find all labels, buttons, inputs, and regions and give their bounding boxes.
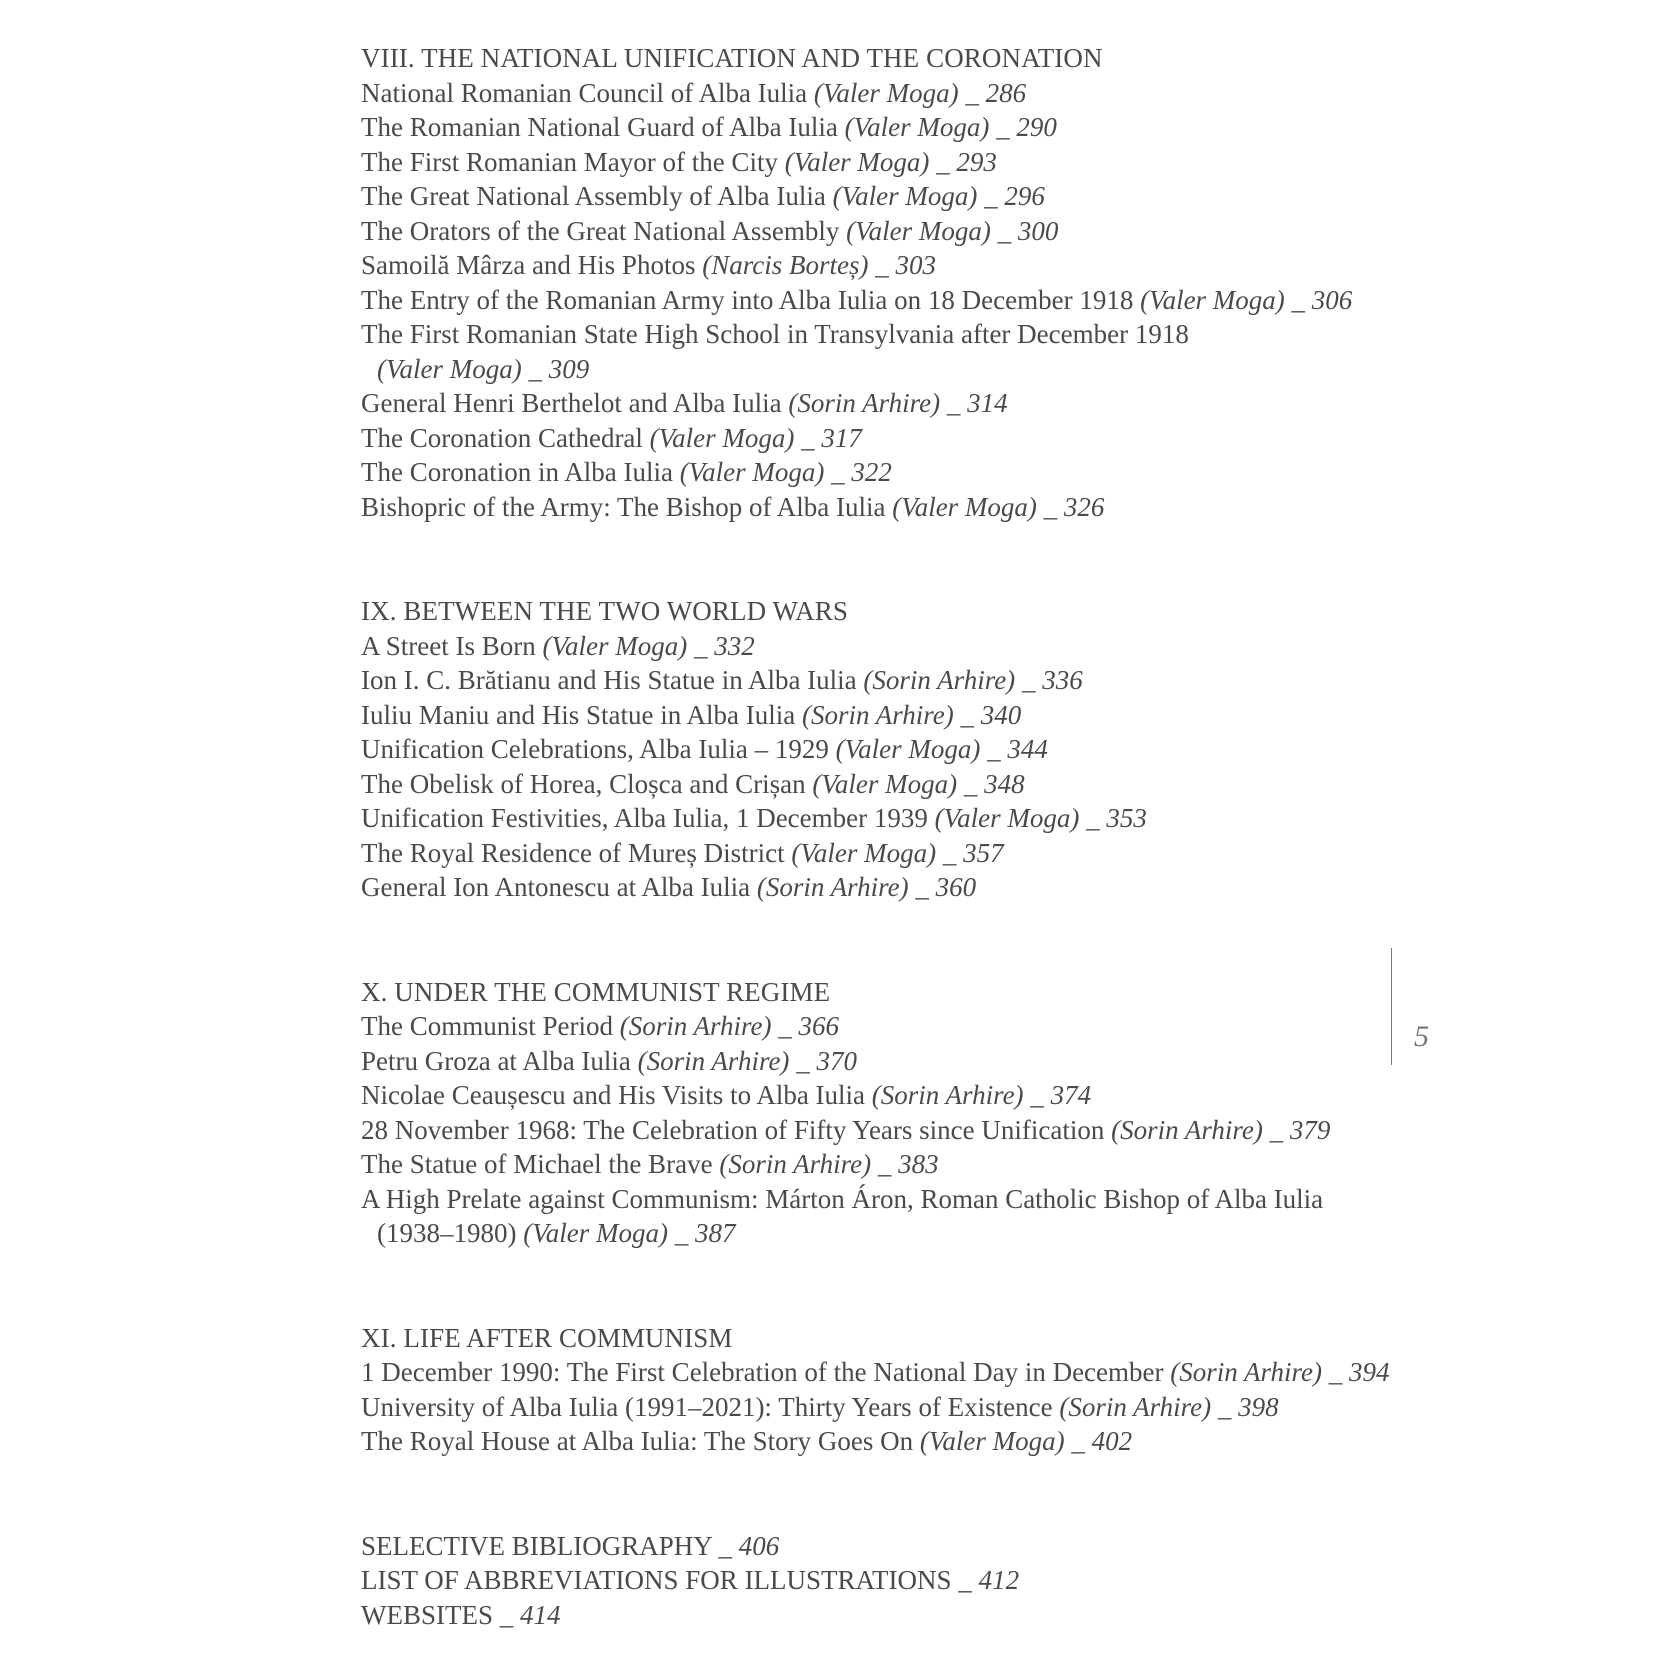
entry-author: (Narcis Borteș) <box>702 250 869 280</box>
entry-page: 293 <box>956 146 997 177</box>
toc-entry[interactable] <box>361 732 1401 767</box>
toc-section-ix <box>361 594 1401 905</box>
entry-separator: _ <box>831 457 845 487</box>
entry-page: 412 <box>978 1565 1020 1595</box>
entry-author: (Valer Moga) <box>791 837 937 868</box>
entry-page: 326 <box>1063 491 1105 522</box>
entry-page: 300 <box>1017 215 1059 246</box>
entry-author: (Valer Moga) <box>934 803 1080 833</box>
entry-title: The Entry of the Romanian Army into Alba Iulia on 18 December 1918 <box>361 284 1134 315</box>
entry-page: 306 <box>1311 284 1353 315</box>
entry-page: 414 <box>520 1599 561 1630</box>
toc-entry[interactable] <box>361 421 1401 456</box>
entry-author: (Valer Moga) <box>649 422 795 453</box>
toc-entry[interactable] <box>361 767 1401 802</box>
entry-title: Nicolae Ceaușescu and His Visits to Alba Iulia <box>361 1080 866 1110</box>
entry-title: The Romanian National Guard of Alba Iulia <box>361 112 838 142</box>
toc-entry[interactable] <box>361 1529 1401 1564</box>
entry-title: Samoilă Mârza and His Photos <box>361 250 696 280</box>
entry-author: (Sorin Arhire) <box>801 699 954 730</box>
entry-author: (Valer Moga) <box>835 734 981 764</box>
entry-author: (Sorin Arhire) <box>619 1011 772 1041</box>
entry-author: (Valer Moga) <box>523 1218 668 1248</box>
entry-title: Petru Groza at Alba Iulia <box>361 1045 631 1076</box>
entry-separator: _ <box>1086 803 1100 833</box>
toc-entry[interactable] <box>361 248 1401 283</box>
entry-author: (Sorin Arhire) <box>756 872 909 902</box>
entry-title: The Statue of Michael the Brave <box>361 1149 713 1179</box>
entry-page: 303 <box>895 250 936 280</box>
entry-separator: _ <box>963 768 978 799</box>
entry-author: (Valer Moga) <box>784 146 930 177</box>
entry-separator: _ <box>1021 665 1036 695</box>
entry-separator: _ <box>1071 1426 1085 1456</box>
entry-title: The Royal Residence of Mureș District <box>361 837 785 868</box>
entry-separator: _ <box>915 872 929 902</box>
entry-title: Ion I. C. Brătianu and His Statue in Alba Iulia <box>361 665 857 695</box>
toc-entry-continuation[interactable] <box>361 1216 1401 1251</box>
entry-author: (Valer Moga) <box>846 215 991 246</box>
entry-separator: _ <box>960 699 974 730</box>
entry-separator: _ <box>1217 1391 1232 1422</box>
toc-entry[interactable] <box>361 1044 1401 1079</box>
entry-page: 317 <box>821 422 862 453</box>
entry-author: (Valer Moga) <box>679 457 825 487</box>
toc-entry[interactable] <box>361 214 1401 249</box>
entry-title: General Ion Antonescu at Alba Iulia <box>361 872 751 902</box>
entry-separator: _ <box>1291 284 1306 315</box>
entry-title: The First Romanian Mayor of the City <box>361 146 778 177</box>
entry-page: 296 <box>1004 181 1045 211</box>
entry-title: Iuliu Maniu and His Statue in Alba Iulia <box>361 699 796 730</box>
entry-separator: _ <box>693 630 708 661</box>
entry-separator: _ <box>965 77 979 108</box>
toc-entry[interactable] <box>361 386 1401 421</box>
entry-page: 340 <box>980 699 1022 730</box>
entry-separator: _ <box>997 215 1012 246</box>
toc-entry[interactable] <box>361 836 1401 871</box>
entry-title: The Coronation in Alba Iulia <box>361 457 673 487</box>
entry-author: (Sorin Arhire) <box>1111 1114 1263 1145</box>
entry-page: 322 <box>851 457 892 487</box>
entry-page: 383 <box>898 1149 939 1179</box>
toc-entry[interactable] <box>361 870 1401 905</box>
entry-author: (Sorin Arhire) <box>1059 1391 1212 1422</box>
toc-entry[interactable] <box>361 490 1401 525</box>
entry-author: (Valer Moga) <box>542 630 688 661</box>
entry-separator: _ <box>987 734 1001 764</box>
entry-title: National Romanian Council of Alba Iulia <box>361 77 808 108</box>
entry-separator: _ <box>1030 1080 1044 1110</box>
toc-entry[interactable] <box>361 76 1401 111</box>
entry-separator: _ <box>996 112 1010 142</box>
entry-separator: _ <box>1328 1357 1343 1387</box>
entry-title: SELECTIVE BIBLIOGRAPHY <box>361 1530 712 1561</box>
toc-entry[interactable] <box>361 698 1401 733</box>
entry-page: 374 <box>1050 1080 1092 1110</box>
entry-page: 332 <box>714 630 755 661</box>
entry-title: The Royal House at Alba Iulia: The Story Goes On <box>361 1426 914 1456</box>
entry-page: 357 <box>963 837 1004 868</box>
entry-separator: _ <box>875 250 889 280</box>
entry-separator: _ <box>946 388 961 418</box>
entry-title-continuation: (1938–1980) <box>377 1218 517 1248</box>
toc-entry[interactable] <box>361 317 1401 352</box>
entry-title: LIST OF ABBREVIATIONS FOR ILLUSTRATIONS <box>361 1565 952 1595</box>
table-of-contents <box>361 41 1401 1632</box>
entry-author: (Sorin Arhire) <box>637 1045 790 1076</box>
entry-author: (Valer Moga) <box>832 181 978 211</box>
entry-title: The First Romanian State High School in Transylvania after December 1918 <box>361 319 1189 349</box>
toc-endmatter <box>361 1529 1401 1633</box>
toc-entry[interactable] <box>361 1113 1401 1148</box>
entry-page: 286 <box>985 77 1027 108</box>
entry-title: 28 November 1968: The Celebration of Fifty Years since Unification <box>361 1114 1105 1145</box>
entry-title: The Orators of the Great National Assembly <box>361 215 840 246</box>
entry-title: Unification Celebrations, Alba Iulia – 1929 <box>361 734 829 764</box>
entry-title: A Street Is Born <box>361 630 536 661</box>
entry-author: (Valer Moga) <box>813 77 959 108</box>
entry-author: (Sorin Arhire) <box>1170 1357 1323 1387</box>
toc-entry[interactable] <box>361 1078 1401 1113</box>
entry-title: The Coronation Cathedral <box>361 422 643 453</box>
entry-page: 387 <box>694 1218 736 1248</box>
toc-entry[interactable] <box>361 455 1401 490</box>
toc-entry[interactable] <box>361 1598 1401 1633</box>
entry-title: Bishopric of the Army: The Bishop of Alba Iulia <box>361 491 886 522</box>
section-heading: X. UNDER THE COMMUNIST REGIME <box>361 976 831 1007</box>
entry-page: 398 <box>1238 1391 1279 1422</box>
entry-page: 394 <box>1349 1357 1390 1387</box>
entry-author: (Sorin Arhire) <box>871 1080 1024 1110</box>
entry-title: 1 December 1990: The First Celebration of the National Day in December <box>361 1357 1164 1387</box>
entry-separator: _ <box>877 1149 892 1179</box>
entry-separator: _ <box>796 1045 810 1076</box>
entry-author: (Valer Moga) <box>892 491 1037 522</box>
entry-separator: _ <box>942 837 957 868</box>
folio-rule <box>1391 948 1392 1065</box>
entry-author: (Valer Moga) <box>1140 284 1285 315</box>
entry-page: 370 <box>816 1045 857 1076</box>
entry-separator: _ <box>958 1565 972 1595</box>
entry-author: (Valer Moga) <box>919 1426 1065 1456</box>
entry-author: (Valer Moga) <box>812 768 958 799</box>
entry-separator: _ <box>718 1530 732 1561</box>
section-heading: VIII. THE NATIONAL UNIFICATION AND THE CORONATION <box>361 43 1103 73</box>
entry-title: A High Prelate against Communism: Márton Áron, Roman Catholic Bishop of Alba Iulia <box>361 1183 1324 1214</box>
section-heading: XI. LIFE AFTER COMMUNISM <box>361 1322 733 1353</box>
toc-section-xi <box>361 1321 1401 1459</box>
entry-page: 406 <box>738 1530 780 1561</box>
entry-page: 366 <box>798 1011 840 1041</box>
entry-separator: _ <box>1269 1114 1284 1145</box>
toc-entry[interactable] <box>361 1355 1401 1390</box>
entry-separator: _ <box>984 181 998 211</box>
entry-author: (Sorin Arhire) <box>788 388 941 418</box>
entry-page: 348 <box>984 768 1025 799</box>
entry-title: University of Alba Iulia (1991–2021): Thirty Years of Existence <box>361 1391 1053 1422</box>
entry-title: The Obelisk of Horea, Cloșca and Crișan <box>361 768 806 799</box>
entry-author: (Valer Moga) <box>844 112 990 142</box>
toc-entry[interactable] <box>361 801 1401 836</box>
entry-page: 336 <box>1042 665 1083 695</box>
toc-entry[interactable] <box>361 1009 1401 1044</box>
toc-entry[interactable] <box>361 145 1401 180</box>
entry-author: (Sorin Arhire) <box>863 665 1016 695</box>
entry-page: 402 <box>1091 1426 1133 1456</box>
toc-entry[interactable] <box>361 1563 1401 1598</box>
toc-section-viii <box>361 41 1401 524</box>
entry-title: Unification Festivities, Alba Iulia, 1 December 1939 <box>361 803 928 833</box>
entry-title: WEBSITES <box>361 1599 493 1630</box>
page-number: 5 <box>1414 1020 1429 1053</box>
entry-page: 314 <box>967 388 1008 418</box>
toc-entry-continuation[interactable] <box>361 352 1401 387</box>
entry-separator: _ <box>778 1011 792 1041</box>
toc-section-x <box>361 975 1401 1251</box>
entry-page: 379 <box>1289 1114 1331 1145</box>
entry-separator: _ <box>499 1599 514 1630</box>
toc-entry[interactable] <box>361 1147 1401 1182</box>
entry-author: (Sorin Arhire) <box>719 1149 872 1179</box>
toc-entry[interactable] <box>361 629 1401 664</box>
entry-separator: _ <box>674 1218 689 1248</box>
toc-entry[interactable] <box>361 179 1401 214</box>
toc-entry[interactable] <box>361 1424 1401 1459</box>
entry-page: 344 <box>1007 734 1048 764</box>
entry-page: 290 <box>1016 112 1057 142</box>
entry-separator: _ <box>801 422 815 453</box>
entry-separator: _ <box>528 353 542 384</box>
entry-title: The Communist Period <box>361 1011 613 1041</box>
section-heading: IX. BETWEEN THE TWO WORLD WARS <box>361 596 848 626</box>
toc-entry[interactable] <box>361 110 1401 145</box>
entry-separator: _ <box>936 146 950 177</box>
toc-entry[interactable] <box>361 1390 1401 1425</box>
entry-page: 309 <box>548 353 590 384</box>
entry-page: 353 <box>1106 803 1147 833</box>
entry-title: The Great National Assembly of Alba Iulia <box>361 181 826 211</box>
entry-author: (Valer Moga) <box>377 353 522 384</box>
entry-title: General Henri Berthelot and Alba Iulia <box>361 388 782 418</box>
toc-entry[interactable] <box>361 663 1401 698</box>
toc-entry[interactable] <box>361 283 1401 318</box>
toc-entry[interactable] <box>361 1182 1401 1217</box>
entry-page: 360 <box>935 872 977 902</box>
entry-separator: _ <box>1043 491 1058 522</box>
